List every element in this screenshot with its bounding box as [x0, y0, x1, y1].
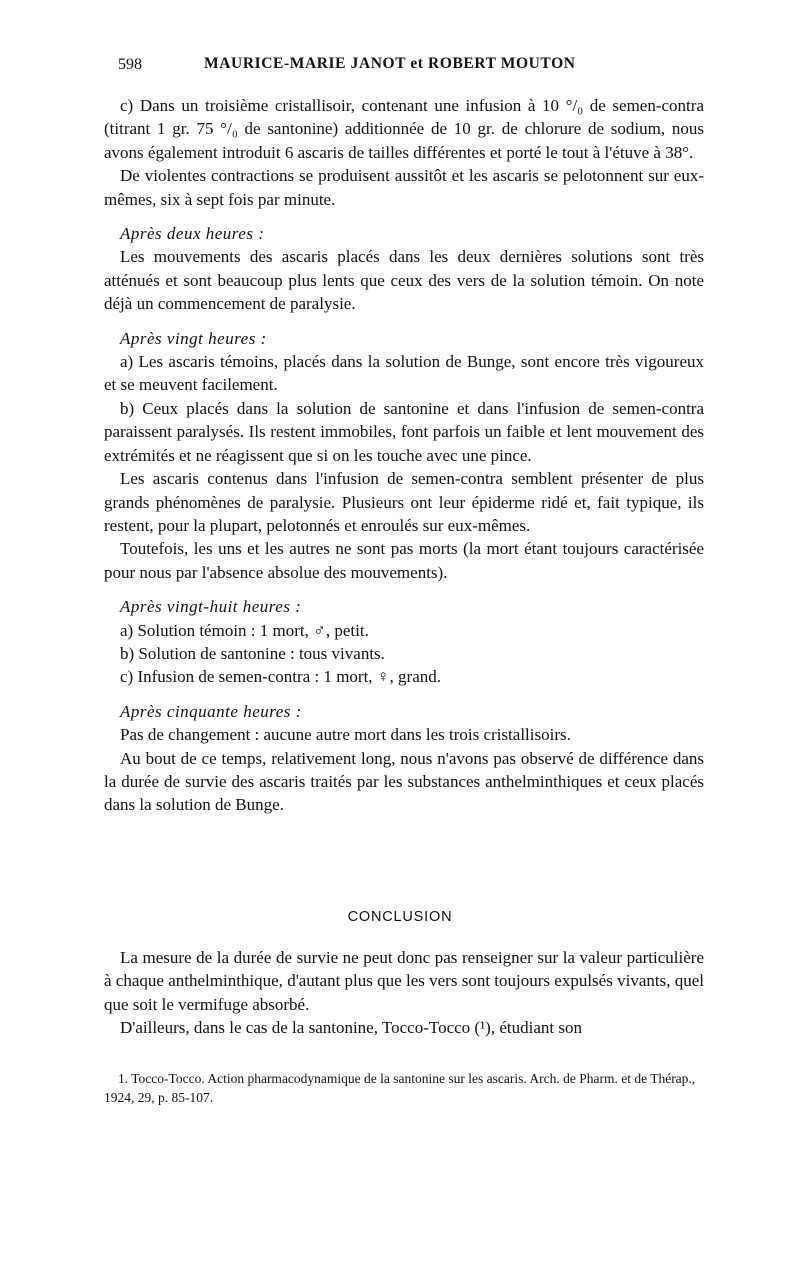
page-number: 598 — [118, 56, 142, 73]
paragraph-au-bout: Au bout de ce temps, relativement long, nous n'avons pas observé de différence dans la durée de survie des ascaris traités par les substances anthelminthiques et ceux placés dans la solution de Bunge. — [104, 748, 704, 815]
running-head: MAURICE-MARIE JANOT et ROBERT MOUTON — [204, 55, 576, 72]
body-text — [104, 94, 704, 817]
section-apres-vingt-heures: Après vingt heures : — [120, 328, 267, 348]
footnote-1: 1. Tocco-Tocco. Action pharmacodynamique de la santonine sur les ascaris. Arch. de Pharm. et de Thérap., 1924, 29, p. 85-107. — [104, 1071, 696, 1105]
paragraph-c: c) Dans un troisième cristallisoir, contenant une infusion à 10 °/₀ de semen-contra (titrant 1 gr. 75 °/₀ de santonine) additionnée de 10 gr. de chlorure de sodium, nous avons également introduit 6 ascaris de tailles différentes et porté le tout à l'étuve à 38°. — [104, 96, 704, 162]
paragraph-semen-contra: Les ascaris contenus dans l'infusion de semen-contra semblent présenter de plus grands phénomènes de paralysie. Plusieurs ont leur épiderme ridé et, fait typique, ils restent, pour la plupart, pelotonnés et enroulés sur eux-mêmes. — [104, 469, 704, 535]
section-apres-vingt-huit-heures: Après vingt-huit heures : — [120, 597, 302, 617]
paragraph-toutefois: Toutefois, les uns et les autres ne sont pas morts (la mort étant toujours caractérisée pour nous par l'absence absolue des mouvements). — [104, 539, 704, 582]
paragraph-mouvements: Les mouvements des ascaris placés dans les deux dernières solutions sont très atténués et sont beaucoup plus lents que ceux des vers de la solution témoin. On note déjà un commencement de paralysie. — [104, 247, 704, 314]
section-apres-deux-heures: Après deux heures : — [120, 224, 265, 244]
conclusion-text — [104, 946, 704, 1040]
paragraph-b-santonine: b) Ceux placés dans la solution de santonine et dans l'infusion de semen-contra paraissent paralysés. Ils restent immobiles, font parfois un faible et lent mouvement des extrémités et ne réagissent que si on les touche avec une pince. — [104, 398, 704, 465]
page-header — [118, 56, 708, 80]
footnote — [104, 1069, 704, 1107]
paragraph-dailleurs: D'ailleurs, dans le cas de la santonine, Tocco-Tocco (¹), étudiant son — [120, 1018, 582, 1038]
paragraph-mesure: La mesure de la durée de survie ne peut donc pas renseigner sur la valeur particulière à chaque anthelminthique, d'autant plus que les vers sont toujours expulsés vivants, quel que soit le vermifuge absorbé. — [104, 948, 704, 1014]
list-item-a: a) Solution témoin : 1 mort, ♂, petit. — [120, 620, 369, 640]
list-item-b: b) Solution de santonine : tous vivants. — [120, 643, 385, 663]
section-apres-cinquante-heures: Après cinquante heures : — [120, 701, 302, 721]
list-item-c: c) Infusion de semen-contra : 1 mort, ♀, grand. — [120, 667, 442, 687]
paragraph-a-temoins: a) Les ascaris témoins, placés dans la solution de Bunge, sont encore très vigoureux et se meuvent facilement. — [104, 352, 704, 395]
section-heading-conclusion: CONCLUSION — [347, 909, 453, 925]
paragraph-contractions: De violentes contractions se produisent aussitôt et les ascaris se pelotonnent sur eux-mêmes, six à sept fois par minute. — [104, 166, 704, 209]
paragraph-pas-de-changement: Pas de changement : aucune autre mort dans les trois cristallisoirs. — [120, 725, 571, 745]
